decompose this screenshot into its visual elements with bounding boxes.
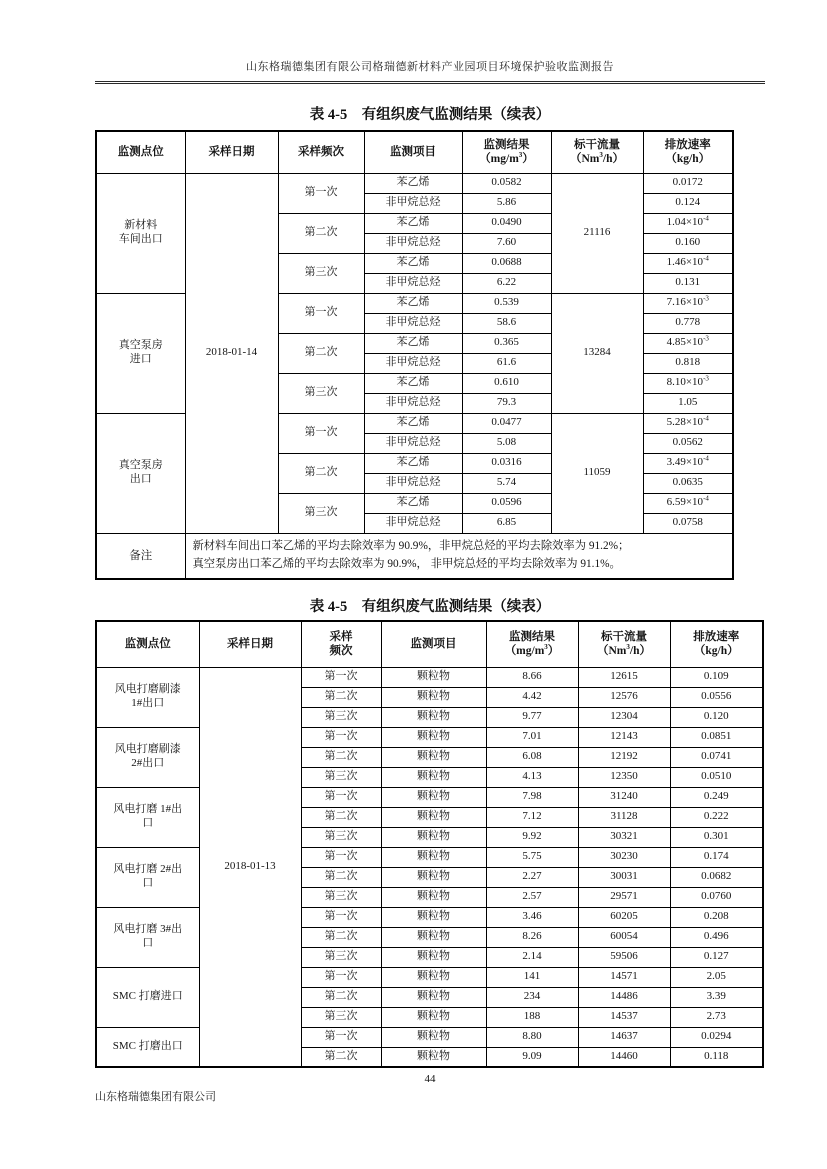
flow-rate-cell: 30230 [578,847,670,867]
result-cell: 234 [486,987,578,1007]
emission-rate-cell: $1.46\times 10^{-4}$ [643,253,733,273]
sampling-frequency-cell: 第二次 [301,867,381,887]
result-cell: 9.09 [486,1047,578,1067]
column-header: 采样日期 [185,131,278,173]
emission-rate-cell: 0.222 [670,807,763,827]
table-row [96,667,763,687]
monitoring-point-cell: SMC 打磨进口 [96,967,199,1027]
flow-rate-cell: 12350 [578,767,670,787]
emission-rate-cell: 0.818 [643,353,733,373]
result-cell: 0.0688 [462,253,551,273]
emission-rate-cell: 0.0682 [670,867,763,887]
monitoring-item-cell: 非甲烷总烃 [364,353,462,373]
monitoring-item-cell: 颗粒物 [381,1027,486,1047]
monitoring-item-cell: 颗粒物 [381,827,486,847]
result-cell: 5.86 [462,193,551,213]
monitoring-item-cell: 非甲烷总烃 [364,513,462,533]
monitoring-point-cell: 真空泵房 出口 [96,413,185,533]
column-header: 监测项目 [364,131,462,173]
table1-title: 表 4-5 有组织废气监测结果（续表） [309,107,551,123]
emission-rate-cell: 0.0758 [643,513,733,533]
result-cell: 7.98 [486,787,578,807]
column-header: 采样日期 [199,621,301,667]
flow-rate-cell: 31128 [578,807,670,827]
sampling-frequency-cell: 第三次 [301,887,381,907]
sampling-date-cell: 2018-01-14 [185,173,278,533]
result-cell: 3.46 [486,907,578,927]
monitoring-item-cell: 颗粒物 [381,907,486,927]
emission-rate-cell: 0.124 [643,193,733,213]
monitoring-item-cell: 苯乙烯 [364,213,462,233]
monitoring-item-cell: 颗粒物 [381,767,486,787]
flow-rate-cell: 29571 [578,887,670,907]
sampling-frequency-cell: 第一次 [301,787,381,807]
flow-rate-cell: 14460 [578,1047,670,1067]
result-cell: 0.0477 [462,413,551,433]
flow-rate-cell: 11059 [551,413,643,533]
organized-exhaust-monitoring-table-1 [95,130,734,580]
result-cell: 9.92 [486,827,578,847]
result-cell: 7.60 [462,233,551,253]
flow-rate-cell: 12615 [578,667,670,687]
footer-company-name: 山东格瑞德集团有限公司 [95,1091,216,1103]
flow-rate-cell: 14486 [578,987,670,1007]
table1-body [96,173,733,579]
monitoring-item-cell: 颗粒物 [381,707,486,727]
monitoring-item-cell: 苯乙烯 [364,493,462,513]
emission-rate-cell: 0.109 [670,667,763,687]
emission-rate-cell: 0.249 [670,787,763,807]
emission-rate-cell: 0.0172 [643,173,733,193]
monitoring-item-cell: 颗粒物 [381,1007,486,1027]
remark-content-cell: 新材料车间出口苯乙烯的平均去除效率为 90.9%，非甲烷总烃的平均去除效率为 91.2%； 真空泵房出口苯乙烯的平均去除效率为 90.9%， 非甲烷总烃的平均去除效率为 91.1%。 [185,533,733,579]
monitoring-point-cell: 风电打磨刷漆 1#出口 [96,667,199,727]
table2-body [96,667,763,1067]
sampling-frequency-cell: 第二次 [278,213,364,253]
emission-rate-cell: 0.0562 [643,433,733,453]
table2-title: 表 4-5 有组织废气监测结果（续表） [309,599,551,615]
emission-rate-cell: 2.73 [670,1007,763,1027]
emission-rate-cell: 1.05 [643,393,733,413]
flow-rate-cell: 14637 [578,1027,670,1047]
monitoring-item-cell: 颗粒物 [381,847,486,867]
result-cell: 8.66 [486,667,578,687]
table-row [96,727,763,747]
sampling-frequency-cell: 第二次 [278,333,364,373]
monitoring-item-cell: 苯乙烯 [364,373,462,393]
result-cell: 0.0582 [462,173,551,193]
emission-rate-cell: 0.160 [643,233,733,253]
emission-rate-cell: $1.04\times 10^{-4}$ [643,213,733,233]
column-header: 监测点位 [96,131,185,173]
emission-rate-cell: 0.0635 [643,473,733,493]
sampling-frequency-cell: 第三次 [301,1007,381,1027]
monitoring-item-cell: 颗粒物 [381,967,486,987]
flow-rate-cell: 13284 [551,293,643,413]
result-cell: 0.0316 [462,453,551,473]
remark-label-cell: 备注 [96,533,185,579]
page-number: 44 [424,1073,436,1085]
sampling-frequency-cell: 第一次 [278,173,364,213]
remark-row [96,533,733,579]
monitoring-item-cell: 颗粒物 [381,667,486,687]
sampling-frequency-cell: 第二次 [301,747,381,767]
table-row [96,787,763,807]
sampling-frequency-cell: 第一次 [301,967,381,987]
result-cell: 6.08 [486,747,578,767]
emission-rate-cell: 0.0294 [670,1027,763,1047]
sampling-frequency-cell: 第三次 [301,947,381,967]
flow-rate-cell: 60054 [578,927,670,947]
column-header: 排放速率 （kg/h） [670,621,763,667]
sampling-frequency-cell: 第二次 [301,807,381,827]
emission-rate-cell: 0.118 [670,1047,763,1067]
result-cell: 5.74 [462,473,551,493]
emission-rate-cell: 0.127 [670,947,763,967]
report-header-title: 山东格瑞德集团有限公司格瑞德新材料产业园项目环境保护验收监测报告 [246,61,614,73]
result-cell: 79.3 [462,393,551,413]
sampling-frequency-cell: 第一次 [301,1027,381,1047]
result-cell: 0.365 [462,333,551,353]
result-cell: 188 [486,1007,578,1027]
monitoring-item-cell: 苯乙烯 [364,453,462,473]
result-cell: 5.08 [462,433,551,453]
monitoring-item-cell: 颗粒物 [381,1047,486,1067]
result-cell: 4.42 [486,687,578,707]
emission-rate-cell: 0.0851 [670,727,763,747]
flow-rate-cell: 31240 [578,787,670,807]
sampling-frequency-cell: 第一次 [301,727,381,747]
emission-rate-cell: 0.120 [670,707,763,727]
flow-rate-cell: 12304 [578,707,670,727]
flow-rate-cell: 12192 [578,747,670,767]
emission-rate-cell: 0.131 [643,273,733,293]
monitoring-point-cell: 真空泵房 进口 [96,293,185,413]
result-cell: 58.6 [462,313,551,333]
column-header: 排放速率 （kg/h） [643,131,733,173]
monitoring-item-cell: 颗粒物 [381,927,486,947]
sampling-frequency-cell: 第三次 [301,707,381,727]
monitoring-item-cell: 苯乙烯 [364,173,462,193]
monitoring-point-cell: 风电打磨刷漆 2#出口 [96,727,199,787]
emission-rate-cell: 0.301 [670,827,763,847]
flow-rate-cell: 12576 [578,687,670,707]
sampling-frequency-cell: 第二次 [301,1047,381,1067]
result-cell: 2.27 [486,867,578,887]
column-header: 标干流量 （Nm$^3$/h） [551,131,643,173]
monitoring-item-cell: 苯乙烯 [364,253,462,273]
table-row [96,967,763,987]
monitoring-item-cell: 颗粒物 [381,787,486,807]
flow-rate-cell: 30321 [578,827,670,847]
result-cell: 7.12 [486,807,578,827]
result-cell: 2.57 [486,887,578,907]
flow-rate-cell: 14537 [578,1007,670,1027]
emission-rate-cell: 0.0741 [670,747,763,767]
monitoring-item-cell: 颗粒物 [381,727,486,747]
sampling-frequency-cell: 第二次 [301,927,381,947]
result-cell: 8.26 [486,927,578,947]
column-header: 采样 频次 [301,621,381,667]
emission-rate-cell: 0.174 [670,847,763,867]
emission-rate-cell: 2.05 [670,967,763,987]
result-cell: 9.77 [486,707,578,727]
table1-header [96,131,733,173]
sampling-frequency-cell: 第一次 [301,907,381,927]
result-cell: 6.85 [462,513,551,533]
emission-rate-cell: 0.0760 [670,887,763,907]
monitoring-item-cell: 非甲烷总烃 [364,393,462,413]
column-header: 监测项目 [381,621,486,667]
table-row [96,1027,763,1047]
organized-exhaust-monitoring-table-2 [95,620,764,1068]
monitoring-point-cell: 风电打磨 3#出 口 [96,907,199,967]
monitoring-item-cell: 非甲烷总烃 [364,193,462,213]
monitoring-item-cell: 非甲烷总烃 [364,313,462,333]
result-cell: 6.22 [462,273,551,293]
flow-rate-cell: 30031 [578,867,670,887]
flow-rate-cell: 60205 [578,907,670,927]
emission-rate-cell: $7.16\times 10^{-3}$ [643,293,733,313]
monitoring-item-cell: 颗粒物 [381,747,486,767]
emission-rate-cell: $8.10\times 10^{-3}$ [643,373,733,393]
table-row [96,907,763,927]
monitoring-item-cell: 颗粒物 [381,987,486,1007]
monitoring-item-cell: 非甲烷总烃 [364,473,462,493]
monitoring-item-cell: 颗粒物 [381,867,486,887]
monitoring-point-cell: 新材料 车间出口 [96,173,185,293]
monitoring-item-cell: 颗粒物 [381,687,486,707]
emission-rate-cell: 0.208 [670,907,763,927]
monitoring-item-cell: 苯乙烯 [364,293,462,313]
sampling-frequency-cell: 第三次 [301,827,381,847]
sampling-frequency-cell: 第一次 [301,847,381,867]
column-header: 采样频次 [278,131,364,173]
monitoring-point-cell: 风电打磨 1#出 口 [96,787,199,847]
flow-rate-cell: 59506 [578,947,670,967]
emission-rate-cell: $6.59\times 10^{-4}$ [643,493,733,513]
result-cell: 0.0490 [462,213,551,233]
result-cell: 0.610 [462,373,551,393]
table-row [96,847,763,867]
flow-rate-cell: 12143 [578,727,670,747]
column-header: 监测点位 [96,621,199,667]
emission-rate-cell: 3.39 [670,987,763,1007]
sampling-frequency-cell: 第三次 [278,253,364,293]
table-row [96,173,733,193]
result-cell: 4.13 [486,767,578,787]
sampling-frequency-cell: 第二次 [301,987,381,1007]
monitoring-item-cell: 苯乙烯 [364,333,462,353]
emission-rate-cell: 0.0510 [670,767,763,787]
sampling-frequency-cell: 第二次 [278,453,364,493]
emission-rate-cell: 0.0556 [670,687,763,707]
monitoring-item-cell: 颗粒物 [381,887,486,907]
emission-rate-cell: $4.85\times 10^{-3}$ [643,333,733,353]
sampling-frequency-cell: 第一次 [278,293,364,333]
flow-rate-cell: 14571 [578,967,670,987]
result-cell: 61.6 [462,353,551,373]
emission-rate-cell: 0.496 [670,927,763,947]
monitoring-item-cell: 颗粒物 [381,807,486,827]
column-header: 标干流量 （Nm$^3$/h） [578,621,670,667]
monitoring-point-cell: SMC 打磨出口 [96,1027,199,1067]
sampling-frequency-cell: 第三次 [301,767,381,787]
result-cell: 0.0596 [462,493,551,513]
monitoring-item-cell: 苯乙烯 [364,413,462,433]
sampling-frequency-cell: 第三次 [278,493,364,533]
flow-rate-cell: 21116 [551,173,643,293]
sampling-frequency-cell: 第一次 [278,413,364,453]
column-header: 监测结果 $(mg/m^3)$ [486,621,578,667]
emission-rate-cell: $3.49\times 10^{-4}$ [643,453,733,473]
result-cell: 2.14 [486,947,578,967]
monitoring-item-cell: 非甲烷总烃 [364,233,462,253]
monitoring-item-cell: 颗粒物 [381,947,486,967]
sampling-frequency-cell: 第一次 [301,667,381,687]
monitoring-item-cell: 非甲烷总烃 [364,433,462,453]
emission-rate-cell: $5.28\times 10^{-4}$ [643,413,733,433]
monitoring-point-cell: 风电打磨 2#出 口 [96,847,199,907]
result-cell: 141 [486,967,578,987]
sampling-date-cell: 2018-01-13 [199,667,301,1067]
column-header: 监测结果 $(mg/m^3)$ [462,131,551,173]
page-header [95,58,765,84]
result-cell: 5.75 [486,847,578,867]
sampling-frequency-cell: 第三次 [278,373,364,413]
emission-rate-cell: 0.778 [643,313,733,333]
sampling-frequency-cell: 第二次 [301,687,381,707]
table2-header [96,621,763,667]
monitoring-item-cell: 非甲烷总烃 [364,273,462,293]
result-cell: 8.80 [486,1027,578,1047]
result-cell: 7.01 [486,727,578,747]
result-cell: 0.539 [462,293,551,313]
